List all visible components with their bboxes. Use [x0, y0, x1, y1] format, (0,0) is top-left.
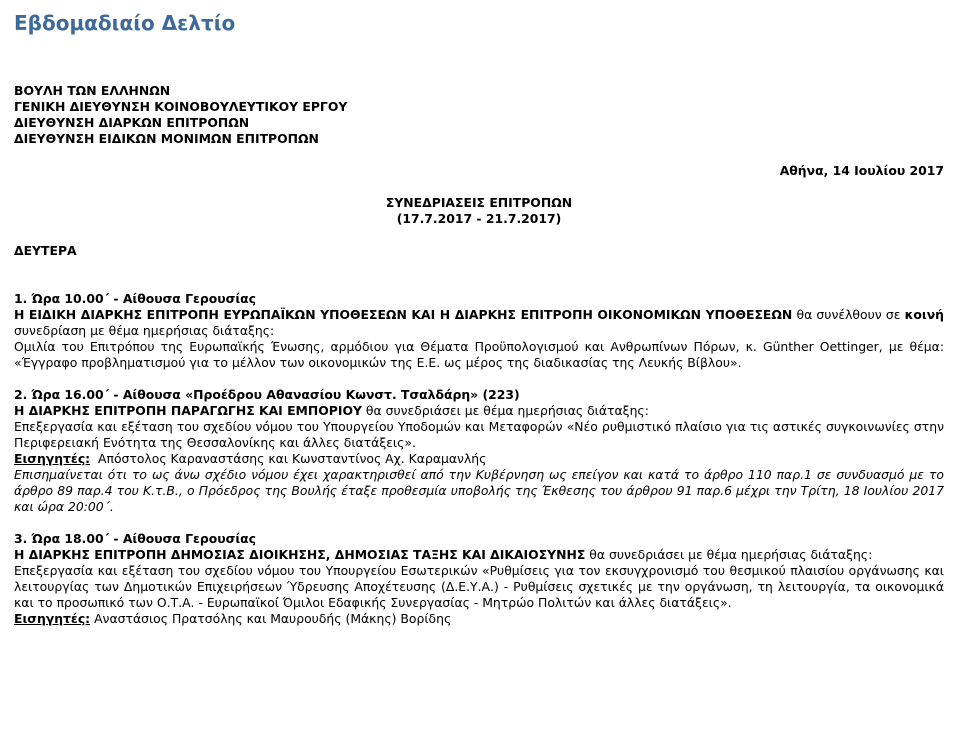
day-label: ΔΕΥΤΕΡΑ [14, 243, 77, 258]
committee-tail: θα συνεδριάσει με θέμα ημερήσιας διάταξης: [361, 403, 649, 418]
session-subject: Ομιλία του Επιτρόπου της Ευρωπαϊκής Ένωσης, αρμόδιου για Θέματα Προϋπολογισμού και Ανθρωπίνων Πόρων, κ. Günther Oettinger, με θέμα: «Έγγραφο προβληματισμού για το μέλλον των οικονομικών της Ε.Ε. ως μέρος της διαδικασίας της Λευκής Βίβλου». [14, 339, 944, 370]
session-item [14, 531, 944, 627]
committee-tail: θα συνεδριάσει με θέμα ημερήσιας διάταξης: [585, 547, 873, 562]
header-line: ΒΟΥΛΗ ΤΩΝ ΕΛΛΗΝΩΝ [14, 83, 171, 98]
session-note: Επισημαίνεται ότι το ως άνω σχέδιο νόμου έχει χαρακτηρισθεί από την Κυβέρνηση ως επείγον και κατά το άρθρο 110 παρ.1 σε συνδυασμό με το άρθρο 89 παρ.4 του Κ.τ.Β., ο Πρόεδρος της Βουλής έταξε προθεσμία υποβολής της Έκθεσης του άρθρου 91 παρ.6 μέχρι την Τρίτη, 18 Ιουλίου 2017 και ώρα 20:00΄. [14, 467, 944, 514]
rapporteurs-label: Εισηγητές: [14, 611, 91, 626]
session-item [14, 291, 944, 371]
committee-tail: συνεδρίαση με θέμα ημερήσιας διάταξης: [14, 323, 275, 338]
session-committee-line [14, 307, 944, 339]
rapporteurs-label: Εισηγητές: [14, 451, 91, 466]
header-line: ΔΙΕΥΘΥΝΣΗ ΔΙΑΡΚΩΝ ΕΠΙΤΡΟΠΩΝ [14, 115, 250, 130]
committee-name: Η ΕΙΔΙΚΗ ΔΙΑΡΚΗΣ ΕΠΙΤΡΟΠΗ ΕΥΡΩΠΑΪΚΩΝ ΥΠΟΘΕΣΕΩΝ ΚΑΙ Η ΔΙΑΡΚΗΣ ΕΠΙΤΡΟΠΗ ΟΙΚΟΝΟΜΙΚΩΝ ΥΠΟΘΕΣΕΩΝ [14, 307, 793, 322]
issuer-header [14, 83, 944, 147]
heading-title: ΣΥΝΕΔΡΙΑΣΕΙΣ ΕΠΙΤΡΟΠΩΝ [385, 195, 573, 210]
committee-name: Η ΔΙΑΡΚΗΣ ΕΠΙΤΡΟΠΗ ΔΗΜΟΣΙΑΣ ΔΙΟΙΚΗΣΗΣ, ΔΗΜΟΣΙΑΣ ΤΑΞΗΣ ΚΑΙ ΔΙΚΑΙΟΣΥΝΗΣ [14, 547, 586, 562]
committee-tail: θα συνέλθουν σε [792, 307, 905, 322]
rapporteurs-line [14, 451, 944, 467]
session-committee-line [14, 403, 944, 419]
session-time: 2. Ώρα 16.00΄ - Αίθουσα «Προέδρου Αθανασίου Κωνστ. Τσαλδάρη» (223) [14, 387, 520, 402]
session-item [14, 387, 944, 515]
rapporteurs-names: Αναστάσιος Πρατσόλης και Μαυρουδής (Μάκης) Βορίδης [90, 611, 452, 626]
rapporteurs-line [14, 611, 944, 627]
session-time: 3. Ώρα 18.00΄ - Αίθουσα Γερουσίας [14, 531, 257, 546]
heading-dates: (17.7.2017 - 21.7.2017) [396, 211, 562, 226]
joint-word: κοινή [904, 307, 944, 322]
sessions-heading [14, 195, 944, 227]
date-line: Αθήνα, 14 Ιουλίου 2017 [779, 163, 944, 178]
committee-name: Η ΔΙΑΡΚΗΣ ΕΠΙΤΡΟΠΗ ΠΑΡΑΓΩΓΗΣ ΚΑΙ ΕΜΠΟΡΙΟΥ [14, 403, 362, 418]
page-title: Εβδομαδιαίο Δελτίο [14, 11, 236, 35]
rapporteurs-names: Απόστολος Καραναστάσης και Κωνσταντίνος Αχ. Καραμανλής [90, 451, 487, 466]
session-time: 1. Ώρα 10.00΄ - Αίθουσα Γερουσίας [14, 291, 257, 306]
session-committee-line [14, 547, 944, 563]
header-line: ΓΕΝΙΚΗ ΔΙΕΥΘΥΝΣΗ ΚΟΙΝΟΒΟΥΛΕΥΤΙΚΟΥ ΕΡΓΟΥ [14, 99, 348, 114]
bulletin-body [14, 83, 944, 627]
session-subject: Επεξεργασία και εξέταση του σχεδίου νόμου του Υπουργείου Εσωτερικών «Ρυθμίσεις για τον εκσυγχρονισμό του θεσμικού πλαισίου οργάνωσης και λειτουργίας των Δημοτικών Επιχειρήσεων Ύδρευσης Αποχέτευσης (Δ.Ε.Υ.Α.) - Ρυθμίσεις σχετικές με την οργάνωση, τη λειτουργία, τα οικονομικά και το προσωπικό των Ο.Τ.Α. - Ευρωπαϊκοί Όμιλοι Εδαφικής Συνεργασίας - Μητρώο Πολιτών και άλλες διατάξεις». [14, 563, 944, 610]
session-subject: Επεξεργασία και εξέταση του σχεδίου νόμου του Υπουργείου Υποδομών και Μεταφορών «Νέο ρυθμιστικό πλαίσιο για τις αστικές συγκοινωνίες στην Περιφερειακή Ενότητα της Θεσσαλονίκης και άλλες διατάξεις». [14, 419, 944, 450]
header-line: ΔΙΕΥΘΥΝΣΗ ΕΙΔΙΚΩΝ ΜΟΝΙΜΩΝ ΕΠΙΤΡΟΠΩΝ [14, 131, 319, 146]
